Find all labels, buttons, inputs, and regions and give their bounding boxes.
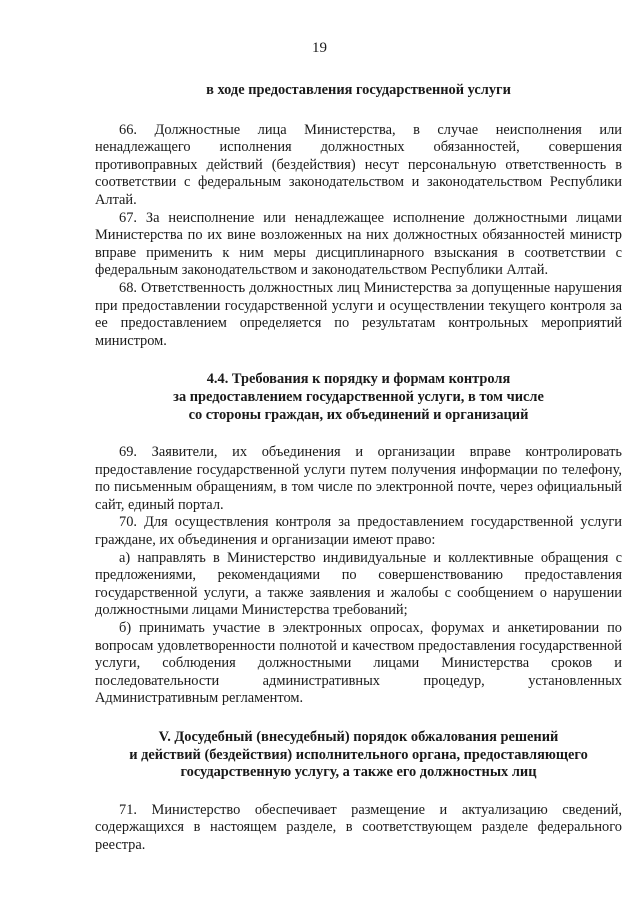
top-heading: в ходе предоставления государственной услуги xyxy=(206,82,511,98)
paragraph-71: 71. Министерство обеспечивает размещение и актуализацию сведений, содержащихся в настоящем разделе, в соответствующем разделе федерального реестра. xyxy=(95,801,622,853)
paragraph-68: 68. Ответственность должностных лиц Министерства за допущенные нарушения при предоставлении государственной услуги и осуществлении текущего контроля за ее предоставлением определяется по результатам контрольных мероприятий министром. xyxy=(95,279,622,349)
section-4-4-heading-line-2: за предоставлением государственной услуги, в том числе xyxy=(173,388,544,405)
paragraph-70-b: б) принимать участие в электронных опросах, форумах и анкетировании по вопросам удовлетворенности полнотой и качеством предоставления государственной услуги, соблюдения должностными лицами Министерства сроков и последовательности административных процедур, установленных Административным регламентом. xyxy=(95,620,622,707)
paragraph-66: 66. Должностные лица Министерства, в случае неисполнения или ненадлежащего исполнения должностных обязанностей, совершения противоправных действий (бездействия) несут персональную ответственность в соответствии с федеральным законодательством и законодательством Республики Алтай. xyxy=(95,121,622,208)
document-body xyxy=(95,82,622,855)
section-4-4-heading xyxy=(95,371,622,424)
section-4-4-heading-line-3: со стороны граждан, их объединений и организаций xyxy=(188,406,529,423)
section-v-heading-line-3: государственную услугу, а также его должностных лиц xyxy=(180,764,537,781)
page-number: 19 xyxy=(312,40,327,56)
paragraph-67: 67. За неисполнение или ненадлежащее исполнение должностными лицами Министерства по их вине возложенных на них должностных обязанностей министр вправе применить к ним меры дисциплинарного взыскания в соответствии с федеральным законодательством и законодательством Республики Алтай. xyxy=(95,209,622,279)
paragraph-70: 70. Для осуществления контроля за предоставлением государственной услуги граждане, их объединения и организации имеют право: xyxy=(95,514,622,549)
paragraph-70-a: а) направлять в Министерство индивидуальные и коллективные обращения с предложениями, рекомендациями по совершенствованию предоставления государственной услуги, а также заявления и жалобы с сообщением о нарушении должностными лицами Министерства требований; xyxy=(95,549,622,619)
section-4-4-heading-line-1: 4.4. Требования к порядку и формам контроля xyxy=(206,371,511,388)
section-v-heading xyxy=(95,729,622,782)
section-v-heading-line-2: и действий (бездействия) исполнительного органа, предоставляющего xyxy=(129,746,588,763)
paragraph-69: 69. Заявители, их объединения и организации вправе контролировать предоставление государственной услуги путем получения информации по телефону, по письменным обращениям, в том числе по электронной почте, через официальный сайт, единый портал. xyxy=(95,444,622,513)
section-v-heading-line-1: V. Досудебный (внесудебный) порядок обжалования решений xyxy=(158,729,559,745)
